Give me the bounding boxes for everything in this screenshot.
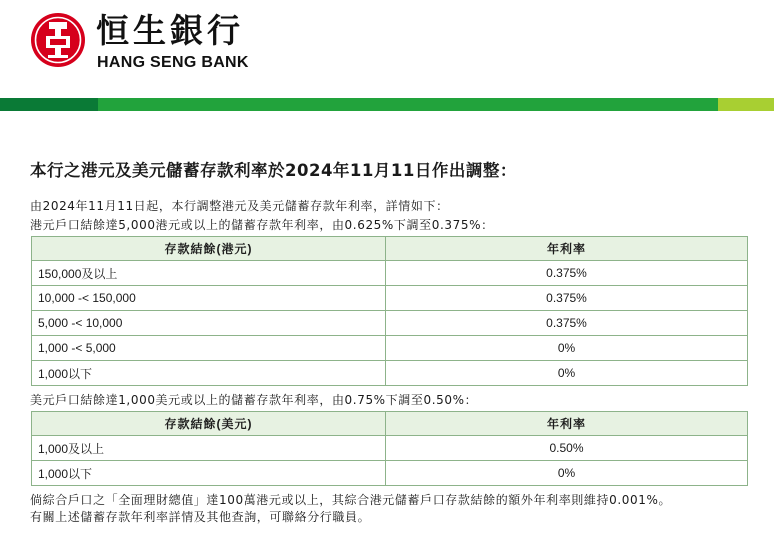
table-row	[32, 311, 748, 336]
table-row	[32, 461, 748, 486]
hang-seng-logo-icon	[30, 12, 86, 68]
column-header-balance: 存款結餘(美元)	[32, 412, 386, 436]
balance-cell: 5,000 -< 10,000	[32, 311, 386, 336]
balance-cell: 1,000及以上	[32, 436, 386, 461]
balance-cell: 1,000以下	[32, 361, 386, 386]
rate-cell: 0%	[386, 361, 748, 386]
rate-cell: 0.50%	[386, 436, 748, 461]
table-header-row	[32, 237, 748, 261]
header-stripe-lime	[718, 98, 774, 111]
balance-cell: 1,000以下	[32, 461, 386, 486]
table-row	[32, 361, 748, 386]
usd-lead-text: 美元戶口結餘達1,000美元或以上的儲蓄存款年利率，由0.75%下調至0.50%：	[30, 393, 478, 407]
rate-cell: 0%	[386, 461, 748, 486]
table-row	[32, 336, 748, 361]
notice-title: 本行之港元及美元儲蓄存款利率於2024年11月11日作出調整：	[30, 161, 517, 180]
brand-name-english: HANG SENG BANK	[97, 54, 249, 71]
rate-cell: 0%	[386, 336, 748, 361]
column-header-rate: 年利率	[386, 412, 748, 436]
usd-rate-table	[31, 411, 748, 486]
notice-intro: 由2024年11月11日起，本行調整港元及美元儲蓄存款年利率，詳情如下：	[30, 199, 449, 213]
footnote-wealth-value: 倘綜合戶口之「全面理財總值」達100萬港元或以上，其綜合港元儲蓄戶口存款結餘的額外年利率則維持0.001%。	[30, 493, 672, 507]
hkd-lead-text: 港元戶口結餘達5,000港元或以上的儲蓄存款年利率，由0.625%下調至0.375%：	[30, 218, 494, 232]
notice-body	[30, 160, 750, 526]
table-row	[32, 436, 748, 461]
table-row	[32, 286, 748, 311]
balance-cell: 150,000及以上	[32, 261, 386, 286]
table-header-row	[32, 412, 748, 436]
rate-cell: 0.375%	[386, 286, 748, 311]
header-stripe-green	[98, 98, 718, 111]
rate-cell: 0.375%	[386, 261, 748, 286]
column-header-rate: 年利率	[386, 237, 748, 261]
footnote-enquiry: 有關上述儲蓄存款年利率詳情及其他查詢，可聯絡分行職員。	[30, 510, 371, 524]
header-stripe-dark	[0, 98, 98, 111]
brand-name-chinese: 恒生銀行	[96, 11, 244, 50]
column-header-balance: 存款結餘(港元)	[32, 237, 386, 261]
table-row	[32, 261, 748, 286]
balance-cell: 10,000 -< 150,000	[32, 286, 386, 311]
page-header	[0, 0, 774, 98]
balance-cell: 1,000 -< 5,000	[32, 336, 386, 361]
rate-cell: 0.375%	[386, 311, 748, 336]
hkd-rate-table	[31, 236, 748, 386]
